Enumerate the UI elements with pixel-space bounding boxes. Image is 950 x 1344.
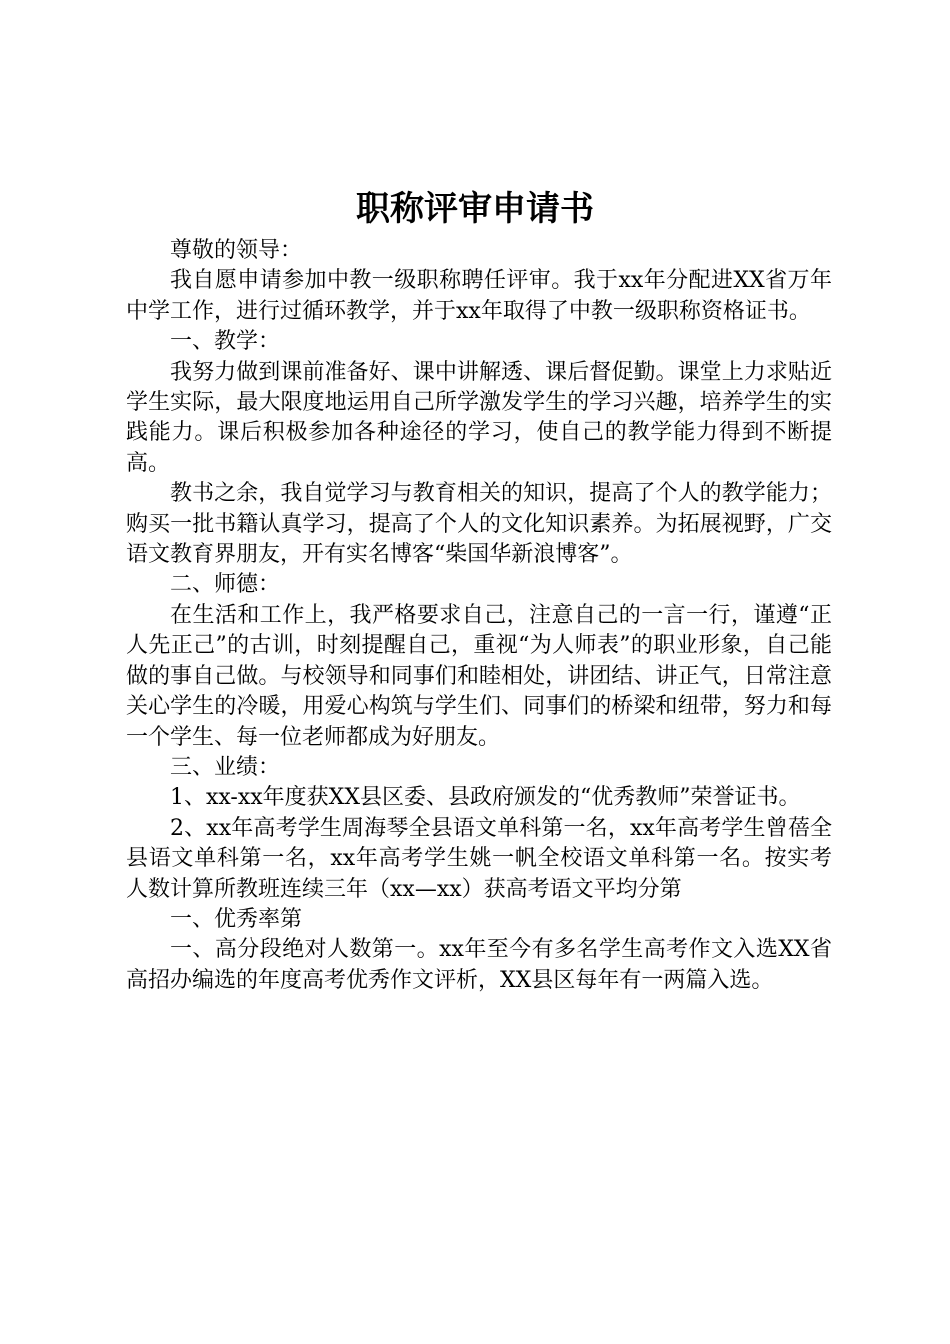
document-body (126, 236, 832, 996)
teaching-paragraph-1: 我努力做到课前准备好、课中讲解透、课后督促勤。课堂上力求贴近学生实际，最大限度地运用自己所学激发学生的学习兴趣，培养学生的实践能力。课后积极参加各种途径的学习，使自己的教学能力得到不断提高。 (126, 359, 832, 476)
excellence-rate-line: 一、优秀率第 (170, 906, 303, 932)
document-title: 职称评审申请书 (356, 189, 594, 229)
ethics-paragraph: 在生活和工作上，我严格要求自己，注意自己的一言一行，谨遵“正人先正己”的古训，时刻提醒自己，重视“为人师表”的职业形象，自己能做的事自己做。与校领导和同事们和睦相处，讲团结、讲正气，日常注意关心学生的冷暖，用爱心构筑与学生们、同事们的桥梁和纽带，努力和每一个学生、每一位老师都成为好朋友。 (126, 602, 832, 750)
intro-paragraph: 我自愿申请参加中教一级职称聘任评审。我于xx年分配进XX省万年中学工作，进行过循环教学，并于xx年取得了中教一级职称资格证书。 (126, 268, 832, 324)
section-heading-achievements: 三、业绩： (170, 754, 281, 780)
salutation: 尊敬的领导： (170, 238, 303, 263)
achievement-item-1: 1、xx-xx年度获XX县区委、县政府颁发的“优秀教师”荣誉证书。 (170, 785, 801, 811)
high-score-paragraph: 一、高分段绝对人数第一。xx年至今有多名学生高考作文入选XX省高招办编选的年度高考优秀作文评析，XX县区每年有一两篇入选。 (126, 937, 832, 993)
section-heading-ethics: 二、师德： (170, 572, 281, 598)
teaching-paragraph-2: 教书之余，我自觉学习与教育相关的知识，提高了个人的教学能力；购买一批书籍认真学习，提高了个人的文化知识素养。为拓展视野，广交语文教育界朋友，开有实名博客“柴国华新浪博客”。 (126, 481, 832, 568)
achievement-item-2: 2、xx年高考学生周海琴全县语文单科第一名，xx年高考学生曾蓓全县语文单科第一名，xx年高考学生姚一帆全校语文单科第一名。按实考人数计算所教班连续三年（xx—xx）获高考语文平均分第 (126, 815, 832, 902)
section-heading-teaching: 一、教学： (170, 329, 281, 355)
